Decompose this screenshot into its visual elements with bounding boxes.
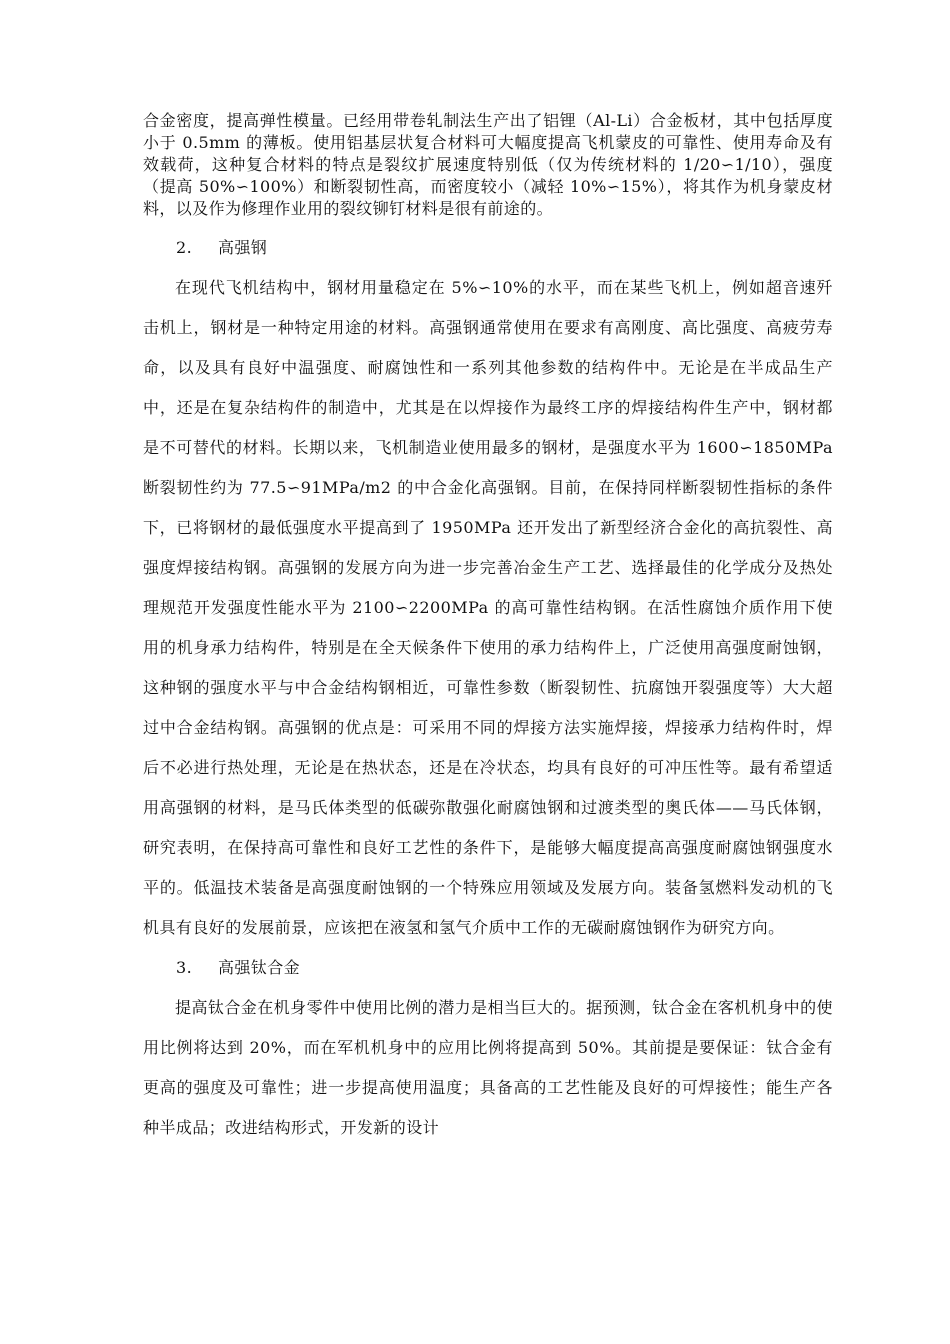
- section-title: 高强钢: [218, 238, 268, 257]
- paragraph-high-strength-steel: 在现代飞机结构中，钢材用量稳定在 5%∽10%的水平，而在某些飞机上，例如超音速歼击机上，钢材是一种特定用途的材料。高强钢通常使用在要求有高刚度、高比强度、高疲劳寿命，以及具有良好中温强度、耐腐蚀性和一系列其他参数的结构件中。无论是在半成品生产中，还是在复杂结构件的制造中，尤其是在以焊接作为最终工序的焊接结构件生产中，钢材都是不可替代的材料。长期以来，飞机制造业使用最多的钢材，是强度水平为 1600∽1850MPa 断裂韧性约为 77.5∽91MPa/m2 的中合金化高强钢。目前，在保持同样断裂韧性指标的条件下，已将钢材的最低强度水平提高到了 1950MPa 还开发出了新型经济合金化的高抗裂性、高强度焊接结构钢。高强钢的发展方向为进一步完善冶金生产工艺、选择最佳的化学成分及热处理规范开发强度性能水平为 2100∽2200MPa 的高可靠性结构钢。在活性腐蚀介质作用下使用的机身承力结构件，特别是在全天候条件下使用的承力结构件上，广泛使用高强度耐蚀钢，这种钢的强度水平与中合金结构钢相近，可靠性参数（断裂韧性、抗腐蚀开裂强度等）大大超过中合金结构钢。高强钢的优点是：可采用不同的焊接方法实施焊接，焊接承力结构件时，焊后不必进行热处理，无论是在热状态，还是在冷状态，均具有良好的可冲压性等。最有希望适用高强钢的材料，是马氏体类型的低碳弥散强化耐腐蚀钢和过渡类型的奥氏体——马氏体钢，研究表明，在保持高可靠性和良好工艺性的条件下，是能够大幅度提高高强度耐腐蚀钢强度水平的。低温技术装备是高强度耐蚀钢的一个特殊应用领域及发展方向。装备氢燃料发动机的飞机具有良好的发展前景，应该把在液氢和氢气介质中工作的无碳耐腐蚀钢作为研究方向。: [143, 278, 833, 937]
- section-title: 高强钛合金: [218, 958, 301, 977]
- paragraph-titanium-alloy: 提高钛合金在机身零件中使用比例的潜力是相当巨大的。据预测，钛合金在客机机身中的使用比例将达到 20%，而在军机机身中的应用比例将提高到 50%。其前提是要保证：钛合金有更高的强度及可靠性；进一步提高使用温度；具备高的工艺性能及良好的可焊接性；能生产各种半成品；改进结构形式，开发新的设计: [143, 998, 834, 1137]
- section-number: 2.: [176, 238, 193, 257]
- section-number: 3.: [176, 958, 193, 977]
- document-page: [143, 110, 833, 1148]
- paragraph-aluminum-lithium: 合金密度，提高弹性模量。已经用带卷轧制法生产出了铝锂（Al-Li）合金板材，其中包括厚度小于 0.5mm 的薄板。使用铝基层状复合材料可大幅度提高飞机蒙皮的可靠性、使用寿命及有效载荷，这种复合材料的特点是裂纹扩展速度特别低（仅为传统材料的 1/20∽1/10），强度（提高 50%∽100%）和断裂韧性高，而密度较小（减轻 10%∽15%），将其作为机身蒙皮材料，以及作为修理作业用的裂纹铆钉材料是很有前途的。: [143, 111, 833, 218]
- section-heading-titanium-alloy: [143, 948, 833, 988]
- section-heading-high-strength-steel: [143, 228, 833, 268]
